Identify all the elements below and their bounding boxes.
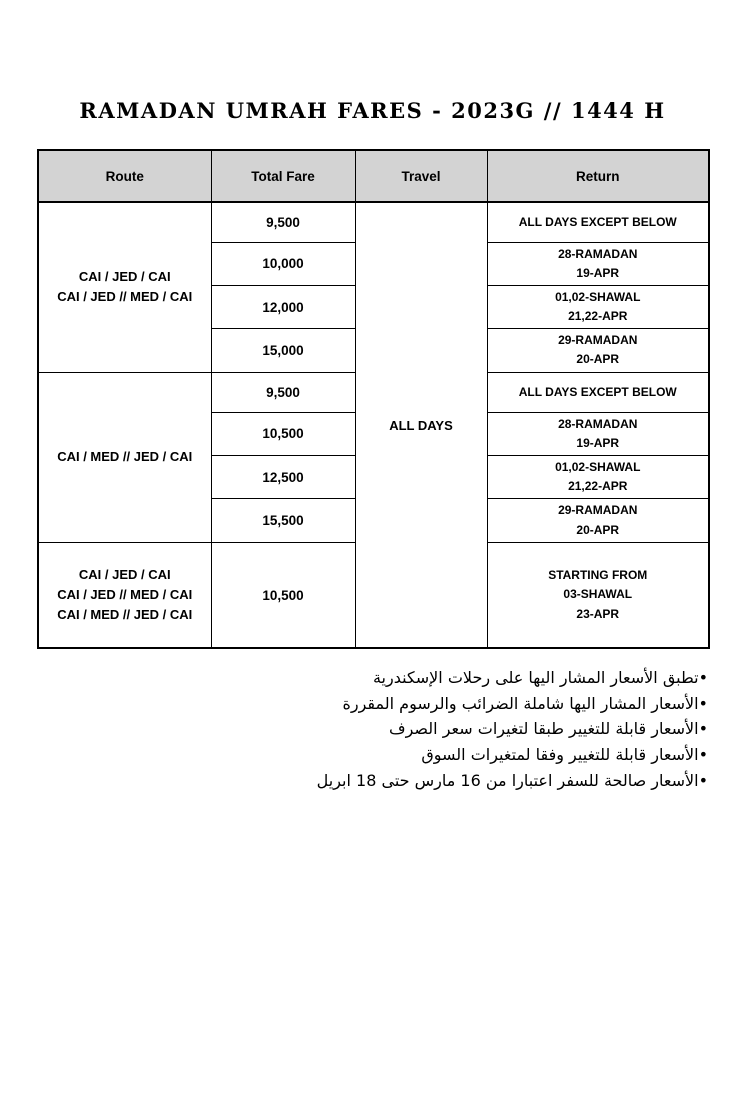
- fare-cell: 10,000: [211, 242, 355, 285]
- route-line: CAI / JED / CAI: [78, 269, 171, 285]
- return-cell: [487, 202, 709, 242]
- header-travel: Travel: [355, 150, 487, 202]
- table-row: [38, 202, 709, 242]
- return-line: 20-APR: [576, 352, 620, 367]
- travel-cell: ALL DAYS: [355, 202, 487, 648]
- page-title: RAMADAN UMRAH FARES - 2023G // 1444 H: [79, 98, 666, 123]
- return-line: 29-RAMADAN: [558, 503, 638, 518]
- route-line: CAI / JED // MED / CAI: [57, 289, 193, 305]
- return-cell: [487, 542, 709, 648]
- route-line: CAI / JED / CAI: [78, 566, 171, 582]
- return-line: 29-RAMADAN: [558, 333, 638, 348]
- fares-table: [37, 149, 710, 649]
- notes-list: [37, 665, 708, 793]
- return-line: 03-SHAWAL: [563, 587, 633, 602]
- fare-cell: 9,500: [211, 372, 355, 412]
- header-total-fare: Total Fare: [211, 150, 355, 202]
- return-line: STARTING FROM: [548, 568, 648, 583]
- return-cell: [487, 412, 709, 455]
- return-line: 01,02-SHAWAL: [555, 460, 641, 474]
- header-route: Route: [38, 150, 211, 202]
- return-line: 01,02-SHAWAL: [555, 289, 641, 304]
- fare-cell: 12,000: [211, 285, 355, 328]
- route-cell-group3: [38, 542, 211, 648]
- fare-cell: 10,500: [211, 412, 355, 455]
- note-item: •الأسعار صالحة للسفر اعتبارا من 16 مارس حتى 18 ابريل: [316, 770, 708, 790]
- return-cell: [487, 372, 709, 412]
- return-line: 28-RAMADAN: [558, 416, 638, 431]
- return-line: ALL DAYS EXCEPT BELOW: [518, 384, 677, 399]
- return-cell: [487, 329, 709, 372]
- fare-cell: 9,500: [211, 202, 355, 242]
- route-line: CAI / MED // JED / CAI: [57, 607, 193, 623]
- return-line: 28-RAMADAN: [558, 246, 638, 261]
- return-line: 19-APR: [576, 265, 620, 280]
- header-row: [38, 150, 709, 202]
- note-item: •الأسعار المشار اليها شاملة الضرائب والرسوم المقررة: [342, 693, 708, 713]
- note-item: •تطبق الأسعار المشار اليها على رحلات الإسكندرية: [372, 668, 708, 688]
- route-line: CAI / MED // JED / CAI: [57, 449, 193, 465]
- return-line: 19-APR: [576, 435, 620, 450]
- route-cell-group2: [38, 372, 211, 542]
- note-item: •الأسعار قابلة للتغيير طبقا لتغيرات سعر الصرف: [389, 719, 708, 739]
- return-line: ALL DAYS EXCEPT BELOW: [518, 214, 677, 229]
- note-item: •الأسعار قابلة للتغيير وفقا لمتغيرات السوق: [421, 745, 708, 765]
- header-return: Return: [487, 150, 709, 202]
- route-cell-group1: [38, 202, 211, 372]
- fare-cell: 10,500: [211, 542, 355, 648]
- return-line: 21,22-APR: [568, 479, 628, 494]
- return-line: 21,22-APR: [568, 309, 628, 324]
- fare-cell: 12,500: [211, 456, 355, 499]
- return-line: 23-APR: [576, 606, 620, 621]
- return-line: 20-APR: [576, 522, 620, 537]
- fare-cell: 15,000: [211, 329, 355, 372]
- return-cell: [487, 242, 709, 285]
- return-cell: [487, 285, 709, 328]
- fare-cell: 15,500: [211, 499, 355, 542]
- return-cell: [487, 456, 709, 499]
- return-cell: [487, 499, 709, 542]
- route-line: CAI / JED // MED / CAI: [57, 586, 193, 602]
